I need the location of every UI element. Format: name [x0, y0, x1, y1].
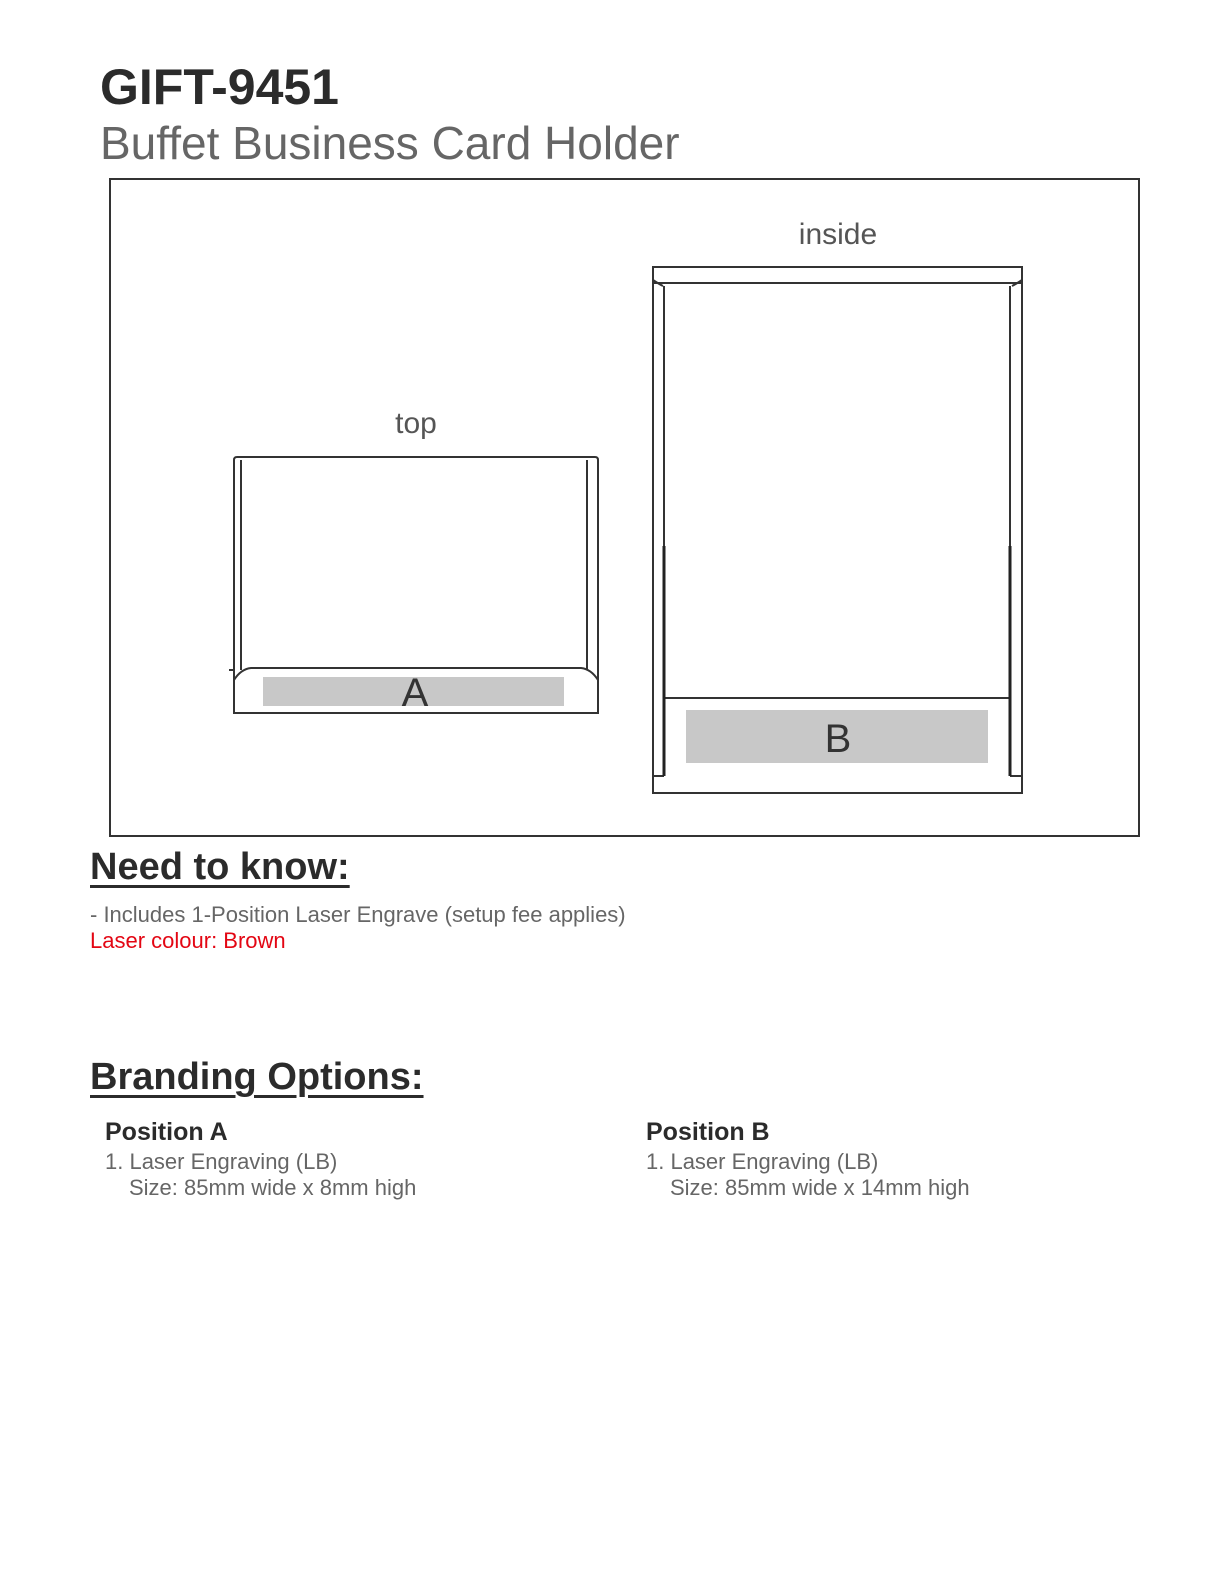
- position-a-marker: A: [401, 671, 429, 715]
- product-drawing-frame: [109, 178, 1140, 837]
- product-drawing: [111, 180, 1138, 835]
- position-b-marker: B: [824, 717, 852, 761]
- branding-options-title: Branding Options:: [90, 1056, 424, 1098]
- position-b-method: 1. Laser Engraving (LB): [646, 1149, 879, 1174]
- need-to-know-title: Need to know:: [90, 846, 350, 888]
- need-to-know-item: - Includes 1-Position Laser Engrave (setup fee applies): [90, 902, 626, 927]
- position-a-heading: Position A: [105, 1118, 228, 1146]
- product-name: Buffet Business Card Holder: [100, 117, 680, 169]
- laser-colour-note: Laser colour: Brown: [90, 928, 286, 953]
- position-a-method: 1. Laser Engraving (LB): [105, 1149, 338, 1174]
- position-b-heading: Position B: [646, 1118, 770, 1146]
- inside-view-label: inside: [798, 218, 878, 251]
- top-view-label: top: [395, 407, 437, 440]
- position-a-size: Size: 85mm wide x 8mm high: [129, 1175, 417, 1200]
- product-code: GIFT-9451: [100, 59, 339, 115]
- position-b-size: Size: 85mm wide x 14mm high: [670, 1175, 970, 1200]
